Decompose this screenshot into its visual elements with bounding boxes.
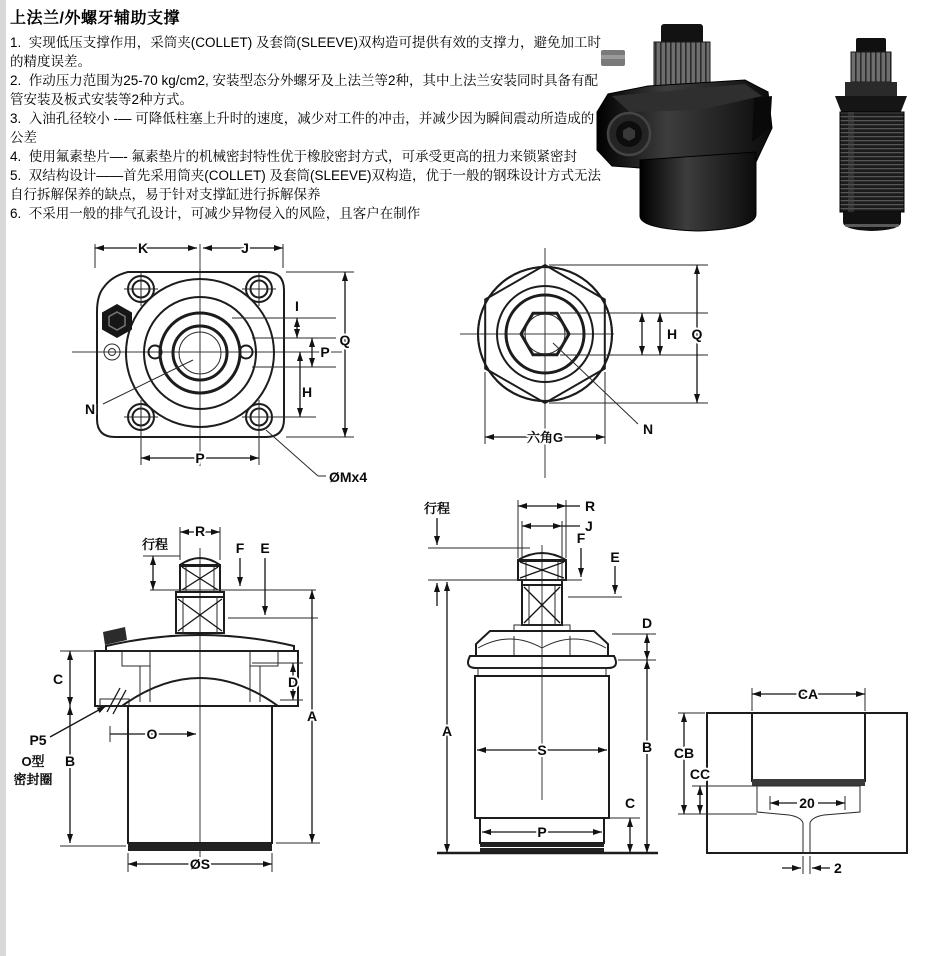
feature-item-6: 6. 不采用一般的排气孔设计，可减少异物侵入的风险，且客户在制作 [10, 206, 421, 221]
dim-label-stroke: 行程 [423, 501, 451, 516]
dim-label-r: R [194, 523, 206, 539]
dim-label-e: E [610, 549, 620, 565]
dim-label-ca: CA [797, 686, 819, 702]
dim-label-b: B [641, 739, 653, 755]
dim-label-e: E [260, 540, 270, 556]
dim-label-stroke: 行程 [141, 537, 169, 552]
dim-label-n: N [84, 401, 96, 417]
thread-callout-label: ØMx4 [329, 469, 368, 485]
feature-item-4: 4. 使用氟素垫片—- 氟素垫片的机械密封特性优于橡胶密封方式，可承受更高的扭力来锁紧密封 [10, 149, 578, 164]
dim-label-c: C [52, 671, 64, 687]
dim-label-b: B [64, 753, 76, 769]
dim-label-p: P [537, 824, 547, 840]
dim-label-cb: CB [673, 745, 695, 761]
dim-label-j: J [585, 518, 593, 534]
feature-item-1: 1. 实现低压支撑作用，采筒夹(COLLET) 及套筒(SLEEVE)双构造可提供有效的支撑力，避免加工时的精度误差。 [10, 35, 602, 69]
dim-label-a: A [441, 723, 453, 739]
dim-label-k: K [137, 240, 149, 256]
dim-label-o: O [146, 726, 158, 742]
technical-drawings [0, 240, 952, 920]
feature-item-5: 5. 双结构设计——首先采用筒夹(COLLET) 及套筒(SLEEVE)双构造，优于一般的钢珠设计方式无法自行拆解保养的缺点，易于针对支撑缸进行拆解保养 [10, 168, 602, 202]
dim-label-q: Q [339, 332, 351, 348]
dim-label-2: 2 [834, 860, 842, 876]
feature-list [10, 33, 602, 223]
dim-label-hex-g: 六角G [526, 430, 564, 445]
drawing-flange-face-view [72, 240, 367, 485]
product-photos [580, 8, 940, 238]
dim-label-os: ØS [189, 856, 211, 872]
dim-label-q: Q [691, 326, 703, 342]
side-flange-dimensions [13, 523, 320, 872]
photo-threaded-cylinder [835, 38, 907, 231]
feature-item-2: 2. 作动压力范围为25-70 kg/cm2, 安装型态分外螺牙及上法兰等2种，其中上法兰安装同时具备有配管安装及板式安装等2种方式。 [10, 73, 599, 107]
dim-label-r: R [585, 498, 596, 514]
dim-label-d: D [287, 674, 299, 690]
photo-flange-mount-cylinder [597, 24, 772, 231]
dim-label-f: F [235, 540, 245, 556]
dim-label-i: I [295, 298, 299, 314]
oring-label-line2: 密封圈 [13, 772, 53, 787]
hex-port [102, 304, 132, 338]
dim-label-c: C [624, 795, 636, 811]
port-label-p5: P5 [29, 732, 47, 748]
dim-label-n: N [642, 421, 654, 437]
page-title: 上法兰/外螺牙辅助支撑 [10, 10, 180, 27]
oring-label-line1: O型 [21, 754, 45, 769]
dim-label-s: S [537, 742, 547, 758]
dim-label-a: A [306, 708, 318, 724]
drawing-side-view-flange [13, 523, 320, 872]
dim-label-20: 20 [799, 795, 815, 811]
dim-label-h: H [301, 384, 313, 400]
drawing-side-view-threaded [424, 498, 658, 853]
dim-label-h: H [666, 326, 678, 342]
drawing-mount-hole-section [674, 686, 907, 876]
dim-label-f: F [576, 530, 586, 546]
dim-label-p-bottom: P [195, 450, 205, 466]
flange-cap [95, 627, 298, 714]
dim-label-d: D [641, 615, 653, 631]
dim-label-p-right: P [320, 344, 330, 360]
feature-item-3: 3. 入油孔径较小 -— 可降低柱塞上升时的速度，减少对工件的冲击，并减少因为瞬间震动所造成的公差 [10, 111, 595, 145]
dim-label-j: J [241, 240, 249, 256]
drawing-hex-top-view [460, 248, 708, 478]
dim-label-cc: CC [689, 766, 711, 782]
